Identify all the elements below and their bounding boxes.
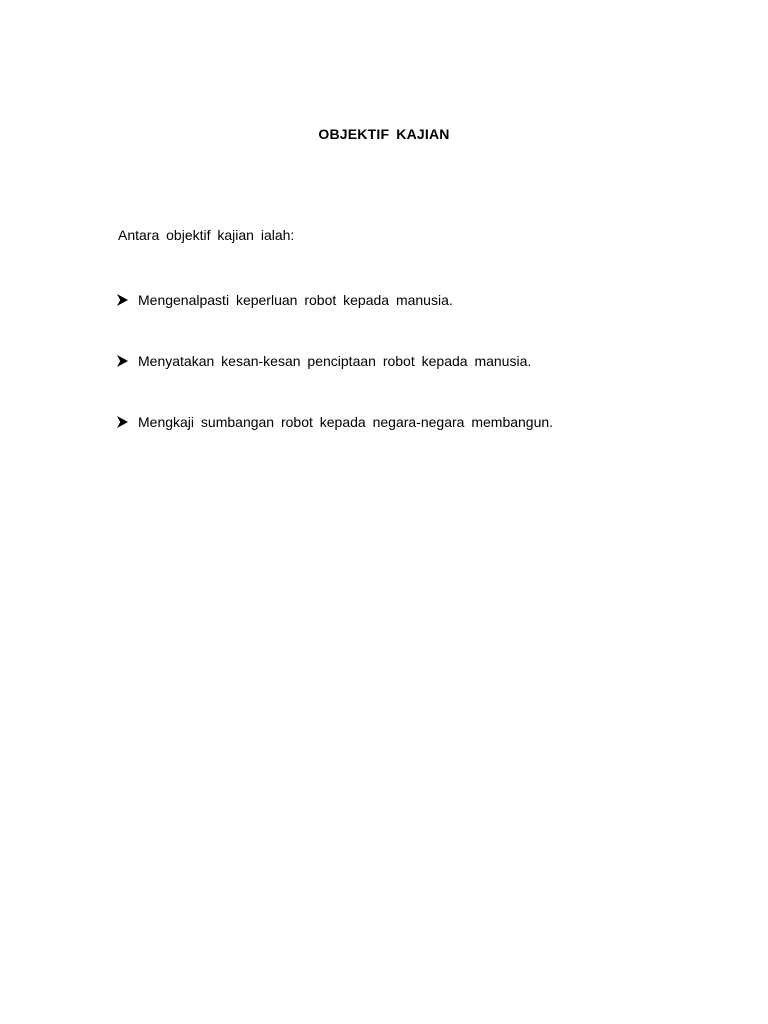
arrowhead-bullet-icon <box>116 415 129 429</box>
arrowhead-bullet-icon <box>116 354 129 368</box>
objective-text: Mengenalpasti keperluan robot kepada manusia. <box>138 292 453 308</box>
intro-text: Antara objektif kajian ialah: <box>118 227 295 243</box>
objective-text: Mengkaji sumbangan robot kepada negara-negara membangun. <box>138 414 554 430</box>
page-title: OBJEKTIF KAJIAN <box>318 126 450 142</box>
objective-text: Menyatakan kesan-kesan penciptaan robot kepada manusia. <box>138 353 532 369</box>
arrowhead-bullet-icon <box>116 293 129 307</box>
